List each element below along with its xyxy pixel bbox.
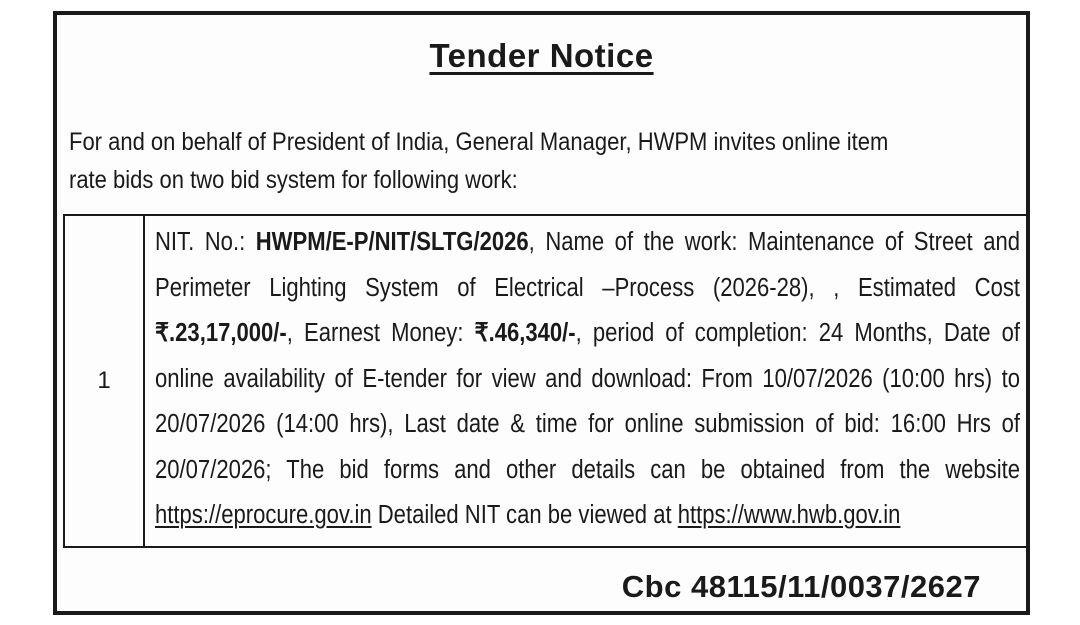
tender-schedule-text: , period of completion: 24 Months, Date of online availability of E-tender for view and download: From 10/07/2026 (10:00 hrs) to 20/07/2026 (14:00 hrs), Last date & time for online submission of bid: 16:00 Hrs of 20/07/2026; The bid forms and other details can be obtained from the website	[155, 319, 1020, 484]
notice-title: Tender Notice	[429, 37, 654, 74]
tender-table	[63, 214, 1027, 548]
intro-line-2: rate bids on two bid system for following work:	[69, 166, 518, 194]
nit-number: HWPM/E-P/NIT/SLTG/2026	[255, 228, 529, 256]
serial-number-cell: 1	[65, 216, 145, 546]
work-name: , Name of the work: Maintenance of Street and Perimeter Lighting System of Electrical –Process (2026-28)	[155, 228, 1020, 302]
tender-notice	[53, 11, 1030, 615]
cbc-code: Cbc 48115/11/0037/2627	[621, 569, 981, 604]
nit-view-label: Detailed NIT can be viewed at	[371, 501, 678, 529]
estimated-cost-label: , , Estimated Cost	[808, 273, 1020, 302]
nit-label: NIT. No.:	[155, 228, 256, 256]
earnest-money-label: , Earnest Money:	[286, 319, 475, 347]
tender-details-text	[155, 220, 1020, 539]
hwb-link[interactable]: https://www.hwb.gov.in	[677, 501, 901, 529]
intro-text	[69, 123, 914, 199]
earnest-money: ₹.46,340/-	[474, 319, 576, 347]
intro-line-1: For and on behalf of President of India, General Manager, HWPM invites online item	[69, 128, 889, 156]
eprocure-link[interactable]: https://eprocure.gov.in	[155, 501, 372, 529]
tender-details-cell	[145, 216, 1026, 546]
estimated-cost: ₹.23,17,000/-	[155, 319, 287, 347]
